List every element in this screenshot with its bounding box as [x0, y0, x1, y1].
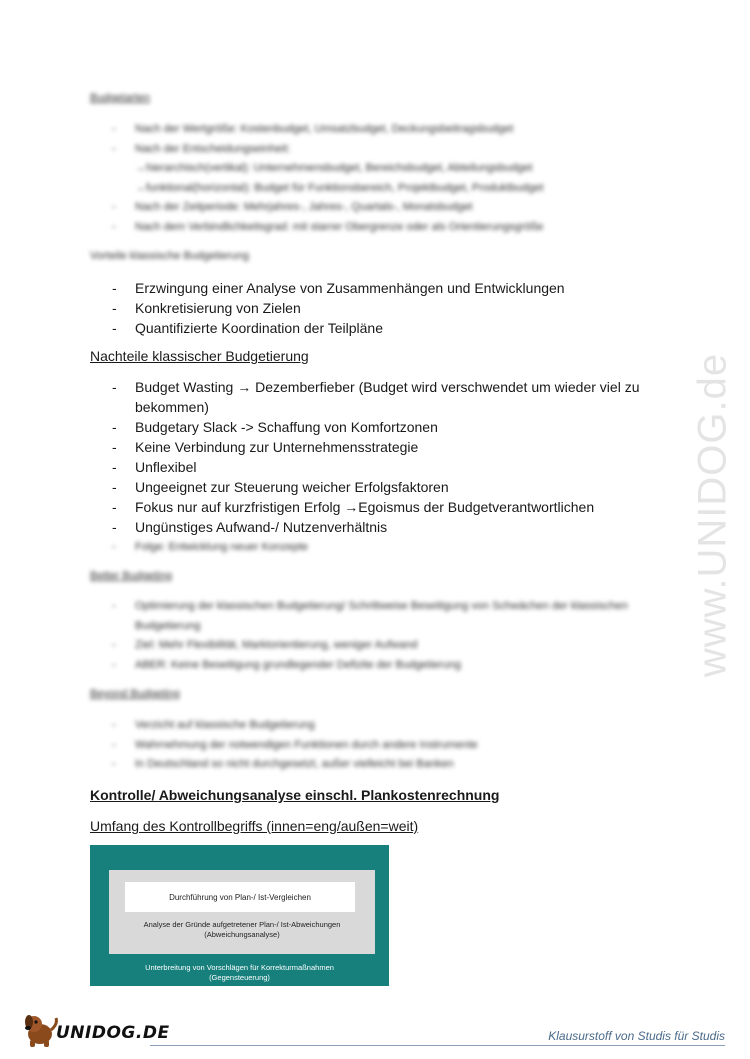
watermark-text: www.UNIDOG.de — [690, 352, 735, 678]
list-beyond — [112, 716, 672, 775]
diagram-middle-line1: Analyse der Gründe aufgetretener Plan-/ Ist-Abweichungen — [143, 920, 341, 929]
list-item: →hierarchisch(vertikal): Unternehmensbudget, Bereichsbudget, Abteilungsbudget — [135, 162, 533, 174]
diagram-outer-text — [90, 963, 389, 983]
list-item: - Nach der Zeitperiode: Mehrjahres-, Jahres-, Quartals-, Monatsbudget — [112, 198, 672, 218]
list-item: - Nach der Wertgröße: Kostenbudget, Umsatzbudget, Deckungsbeitragsbudget — [112, 120, 672, 140]
diagram-middle-line2: (Abweichungsanalyse) — [204, 930, 280, 939]
diagram-middle-text — [109, 920, 375, 940]
list-item: - Folge: Entwicklung neuer Konzepte — [112, 537, 657, 557]
section-heading-vorteile — [90, 250, 249, 262]
section-heading-umfang: Umfang des Kontrollbegriffs (innen=eng/außen=weit) — [90, 818, 419, 834]
list-item: - Nach dem Verbindlichkeitsgrad: mit starrer Obergrenze oder als Orientierungsgröße — [112, 218, 672, 238]
list-better — [112, 597, 657, 675]
list-item: - Erzwingung einer Analyse von Zusammenhängen und Entwicklungen — [112, 278, 672, 298]
footer-divider — [150, 1045, 725, 1046]
list-item: - Unflexibel — [112, 457, 657, 477]
list-item: - Konkretisierung von Zielen — [112, 298, 672, 318]
list-item: - Verzicht auf klassische Budgetierung — [112, 716, 672, 736]
diagram-outer-line1: Unterbreitung von Vorschlägen für Korrekturmaßnahmen — [145, 963, 334, 972]
list-item: - Fokus nur auf kurzfristigen Erfolg →Egoismus der Budgetverantwortlichen — [112, 497, 657, 517]
list-item: - Ungeeignet zur Steuerung weicher Erfolgsfaktoren — [112, 477, 657, 497]
list-budgetarten — [112, 120, 672, 237]
list-item: - Ungünstiges Aufwand-/ Nutzenverhältnis — [112, 517, 657, 537]
diagram-inner-box: Durchführung von Plan-/ Ist-Vergleichen — [125, 882, 355, 912]
list-item: - Nach der Entscheidungseinheit: — [112, 140, 672, 160]
list-nachteile — [112, 377, 657, 557]
logo-text: UNIDOG.DE — [56, 1023, 170, 1043]
section-heading-nachteile: Nachteile klassischer Budgetierung — [90, 348, 309, 364]
footer-tagline: Klausurstoff von Studis für Studis — [548, 1029, 725, 1043]
list-item: - Keine Verbindung zur Unternehmensstrategie — [112, 437, 657, 457]
section-heading-beyond: Beyond Budgeting — [90, 688, 180, 700]
list-item: - In Deutschland so nicht durchgesetzt, außer vielleicht bei Banken — [112, 755, 672, 775]
control-scope-diagram — [90, 845, 389, 986]
list-item: - Quantifizierte Koordination der Teilpläne — [112, 318, 672, 338]
diagram-outer-line2: (Gegensteuerung) — [209, 973, 270, 982]
section-heading-kontrolle: Kontrolle/ Abweichungsanalyse einschl. Plankostenrechnung — [90, 787, 500, 803]
section-heading-better: Better Budgeting — [90, 570, 172, 582]
list-item: - Budget Wasting → Dezemberfieber (Budget wird verschwendet um wieder viel zu bekommen) — [112, 377, 657, 417]
section-heading-vorteile-text: Vorteile klassische Budgetierung — [90, 250, 249, 262]
list-item: - ABER: Keine Beseitigung grundlegender Defizite der Budgetierung — [112, 656, 657, 676]
list-item: - Wahrnehmung der notwendigen Funktionen durch andere Instrumente — [112, 736, 672, 756]
list-item: →funktional(horizontal): Budget für Funktionsbereich, Projektbudget, Produktbudget — [135, 181, 544, 194]
section-heading-budgetarten: Budgetarten — [90, 92, 150, 104]
list-item: - Budgetary Slack -> Schaffung von Komfortzonen — [112, 417, 657, 437]
list-vorteile — [112, 278, 672, 338]
diagram-middle-box — [109, 870, 375, 954]
list-item: - Ziel: Mehr Flexibilität, Marktorientierung, weniger Aufwand — [112, 636, 657, 656]
list-item: - Optimierung der klassischen Budgetierung/ Schrittweise Beseitigung von Schwächen der klassischen Budgetierung — [112, 597, 657, 636]
